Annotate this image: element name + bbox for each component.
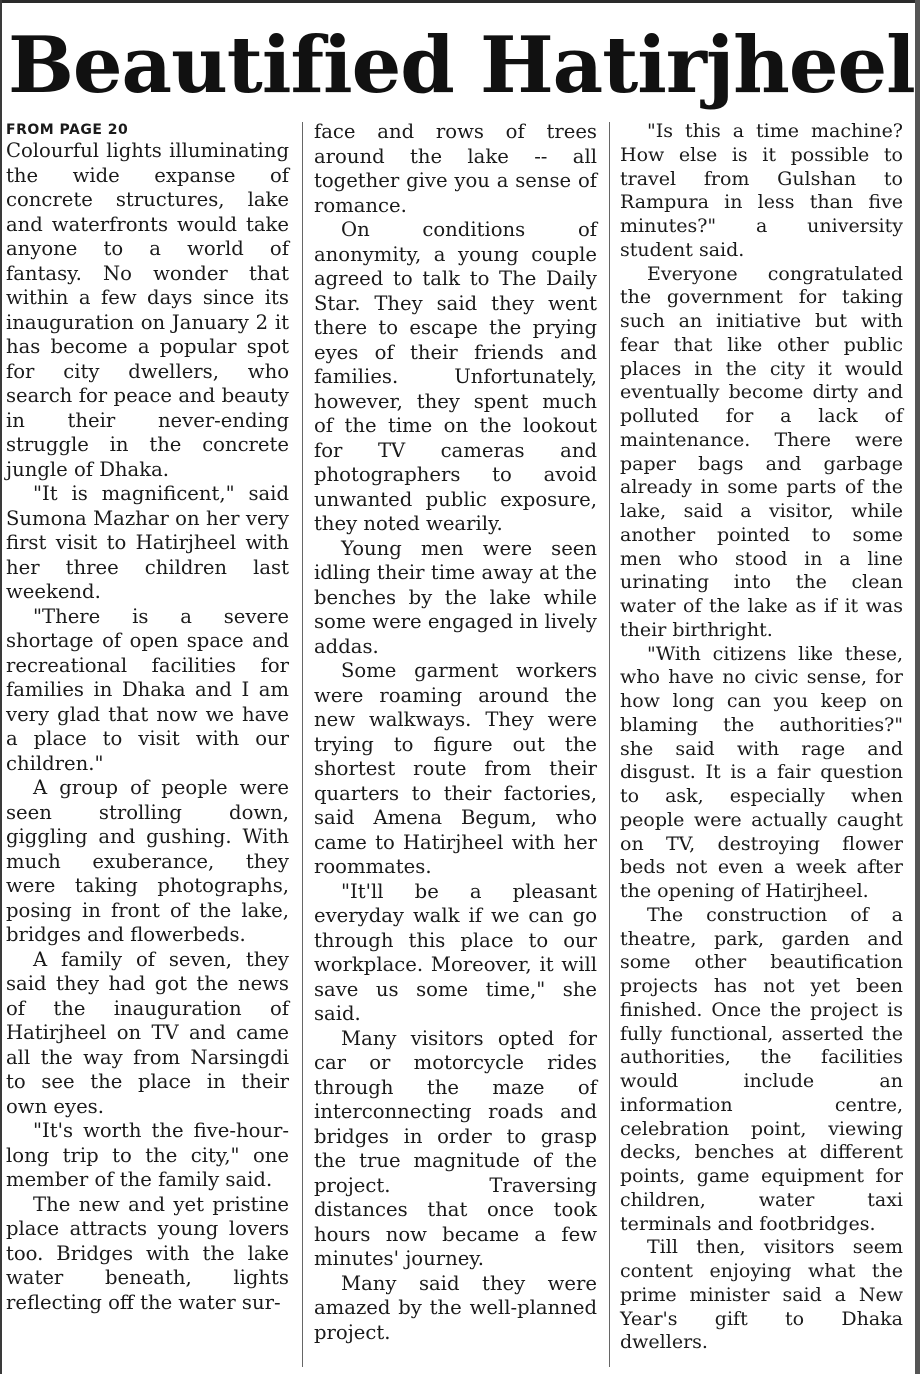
column-3 [620, 120, 903, 1355]
column-2 [314, 120, 597, 1345]
paragraph: Many visitors opted for car or motorcycle rides through the maze of interconnecting roads and bridges in order to grasp the true magnitude of the project. Traversing distances that once took hours now became a few minutes' journey. [314, 1026, 597, 1270]
paragraph: Till then, visitors seem content enjoying what the prime minister said a New Year's gift to Dhaka dwellers. [620, 1236, 903, 1354]
paragraph: "There is a severe shortage of open space and recreational facilities for families in Dhaka and I am very glad that now we have a place to visit with our children." [6, 604, 289, 775]
paragraph: face and rows of trees around the lake -- all together give you a sense of romance. [314, 120, 597, 217]
column-1 [6, 120, 289, 1315]
left-border-rule [0, 0, 2, 1374]
continuation-kicker: FROM PAGE 20 [6, 122, 129, 138]
top-border-rule [0, 0, 920, 3]
paragraph: "It's worth the five-hour-long trip to the city," one member of the family said. [6, 1119, 289, 1191]
paragraph: Young men were seen idling their time away at the benches by the lake while some were engaged in lively addas. [314, 536, 597, 658]
paragraph: On conditions of anonymity, a young couple agreed to talk to The Daily Star. They said they went there to escape the prying eyes of their friends and families. Unfortunately, however, they spent much of the time on the lookout for TV cameras and photographers to avoid unwanted public exposure, they noted wearily. [314, 218, 597, 535]
paragraph: A family of seven, they said they had got the news of the inauguration of Hatirjheel on TV and came all the way from Narsingdi to see the place in their own eyes. [6, 947, 289, 1118]
paragraph: Everyone congratulated the government for taking such an initiative but with fear that like other public places in the city it would eventually become dirty and polluted for a lack of maintenance. There were paper bags and garbage already in some parts of the lake, said a visitor, while another pointed to some men who stood in a line urinating into the clean water of the lake as if it was their birthright. [620, 262, 903, 641]
paragraph: "Is this a time machine? How else is it possible to travel from Gulshan to Rampura in less than five minutes?" a university student said. [620, 120, 903, 261]
paragraph: A group of people were seen strolling down, giggling and gushing. With much exuberance, they were taking photographs, posing in front of the lake, bridges and flowerbeds. [6, 776, 289, 946]
column-divider [302, 122, 303, 1367]
paragraph: Some garment workers were roaming around the new walkways. They were trying to figure out the shortest route from their quarters to their factories, said Amena Begum, who came to Hatirjheel with her roommates. [314, 659, 597, 878]
paragraph: "It'll be a pleasant everyday walk if we can go through this place to our workplace. Moreover, it will save us some time," she said. [314, 879, 597, 1025]
paragraph: Many said they were amazed by the well-planned project. [314, 1271, 597, 1344]
paragraph: "With citizens like these, who have no civic sense, for how long can you keep on blaming the authorities?" she said with rage and disgust. It is a fair question to ask, especially when people were actually caught on TV, destroying flower beds not even a week after the opening of Hatirjheel. [620, 642, 903, 902]
headline: Beautified Hatirjheel [8, 20, 915, 111]
column-divider [609, 122, 610, 1367]
article-body [6, 120, 906, 1370]
paragraph: Colourful lights illuminating the wide expanse of concrete structures, lake and waterfronts would take anyone to a world of fantasy. No wonder that within a few days since its inauguration on January 2 it has become a popular spot for city dwellers, who search for peace and beauty in their never-ending struggle in the concrete jungle of Dhaka. [6, 139, 289, 481]
paragraph: The construction of a theatre, park, garden and some other beautification projects has not yet been finished. Once the project is fully functional, asserted the authorities, the facilities would include an information centre, celebration point, viewing decks, benches at different points, game equipment for children, water taxi terminals and footbridges. [620, 903, 903, 1235]
paragraph: "It is magnificent," said Sumona Mazhar on her very first visit to Hatirjheel with her three children last weekend. [6, 482, 289, 603]
right-border-rule [915, 0, 920, 1374]
paragraph: The new and yet pristine place attracts young lovers too. Bridges with the lake water beneath, lights reflecting off the water sur- [6, 1192, 289, 1314]
